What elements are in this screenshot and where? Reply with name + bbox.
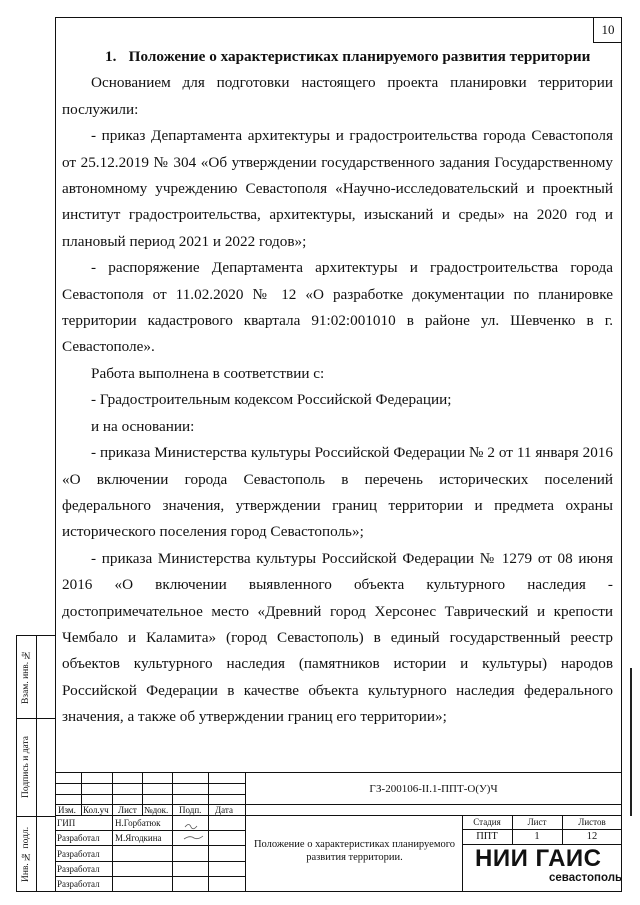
sheets-value: 12	[586, 831, 598, 842]
org-logo: НИИ ГАИС	[475, 845, 602, 872]
paragraph: и на основании:	[91, 417, 195, 435]
section-heading	[62, 44, 613, 70]
role-cell: Разработал	[57, 879, 100, 889]
role-cell: Разработал	[57, 849, 100, 859]
paragraph: Основанием для подготовки настоящего проекта планировки территории послужили:	[62, 74, 613, 118]
stage-value: ППТ	[476, 831, 498, 842]
paragraph: - приказ Департамента архитектуры и градостроительства города Севастополя от 25.12.2019 № 304 «Об утверждении государственного задания Государственному автономному учреждению Севастополя «Научно-исследовательский и проектный институт градостроительства, архитектуры, изысканий и среды» на 2020 год и плановый период 2021 и 2022 годов»;	[62, 127, 613, 250]
section-title: Положение о характеристиках планируемого развития территории	[128, 48, 591, 65]
paragraph: - приказа Министерства культуры Российской Федерации № 1279 от 08 июня 2016 «О включении выявленного объекта культурного наследия - достопримечательное место «Древний город Херсонес Таврический и крепости Чембало и Каламита» (город Севастополь) в единый государственный реестр объектов культурного наследия (памятников истории и культуры) народов Российской Федерации в качестве объекта культурного наследия федерального значения, а также об утверждении границ его территории»;	[62, 549, 613, 726]
signature-mark	[182, 819, 208, 843]
document-body	[62, 44, 613, 731]
stamp-podpis-label: Подпись и дата	[21, 736, 31, 799]
sheet-label: Лист	[527, 817, 547, 827]
role-cell: Разработал	[57, 833, 100, 843]
sheet-value: 1	[534, 831, 540, 842]
document-title: Положение о характеристиках планируемого развития территории.	[253, 839, 456, 863]
paragraph: Работа выполнена в соответствии с:	[91, 364, 325, 382]
sheets-label: Листов	[578, 817, 606, 827]
org-city: севастополь	[549, 872, 623, 884]
paragraph: - Градостроительным кодексом Российской Федерации;	[91, 391, 452, 409]
col-header: Подп.	[179, 805, 202, 815]
stamp-vzam-label: Взам. инв. №	[21, 649, 31, 705]
col-header: Лист	[118, 805, 137, 815]
stage-label: Стадия	[473, 817, 501, 827]
col-header: №док.	[144, 805, 169, 815]
paragraph: - приказа Министерства культуры Российской Федерации № 2 от 11 января 2016 «О включении города Севастополь в перечень исторических поселений федерального значения, утверждении границ территории и предмета охраны исторического поселения город Севастополь»;	[62, 444, 613, 541]
section-number: 1.	[104, 48, 117, 65]
col-header: Дата	[215, 805, 233, 815]
col-header: Изм.	[58, 805, 76, 815]
document-code: ГЗ-200106-II.1-ППТ-О(У)Ч	[369, 783, 498, 795]
title-block	[55, 772, 622, 892]
col-header: Кол.уч	[83, 805, 109, 815]
name-cell: М.Ягодкина	[115, 833, 162, 843]
page-number: 10	[593, 17, 622, 43]
role-cell: Разработал	[57, 864, 100, 874]
name-cell: Н.Горбатюк	[115, 818, 161, 828]
role-cell: ГИП	[57, 818, 76, 828]
stamp-inv-label: Инв. № подл.	[21, 826, 31, 883]
paragraph: - распоряжение Департамента архитектуры и градостроительства города Севастополя от 11.02.2020 № 12 «О разработке документации по планировке территории кадастрового квартала 91:02:001010 в районе ул. Шевченко в г. Севастополе».	[62, 259, 613, 356]
scan-edge-mark	[630, 668, 632, 816]
side-stamp	[16, 635, 55, 892]
